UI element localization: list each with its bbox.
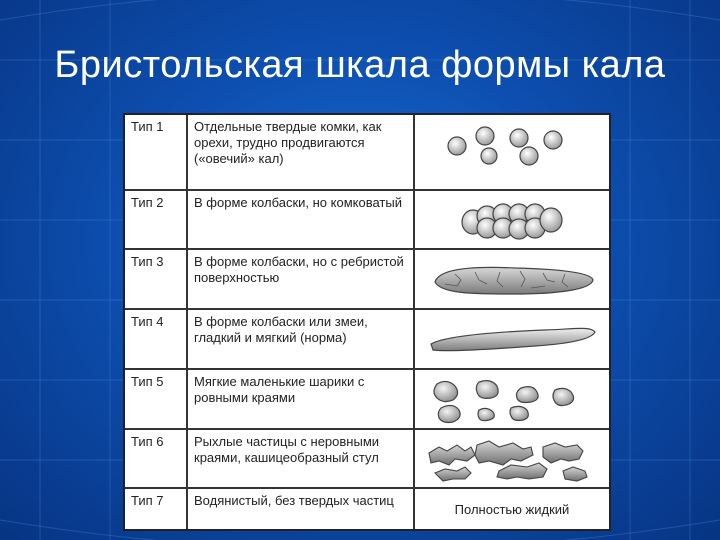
type-5-description: Мягкие маленькие шарики с ровными краями bbox=[188, 370, 415, 430]
type-4-description: В форме колбаски или змеи, гладкий и мягкий (норма) bbox=[188, 310, 415, 370]
type-7-label: Тип 7 bbox=[125, 489, 188, 529]
type-1-label: Тип 1 bbox=[125, 115, 188, 191]
type-6-label: Тип 6 bbox=[125, 430, 188, 489]
type-5-illustration bbox=[415, 370, 609, 430]
type-3-illustration bbox=[415, 250, 609, 310]
type-1-description: Отдельные твердые комки, как орехи, трудно продвигаются («овечий» кал) bbox=[188, 115, 415, 191]
slide-title: Бристольская шкала формы кала bbox=[54, 44, 666, 86]
type-1-illustration bbox=[415, 115, 609, 191]
type-3-description: В форме колбаски, но с ребристой поверхностью bbox=[188, 250, 415, 310]
type-7-description: Водянистый, без твердых частиц bbox=[188, 489, 415, 529]
type-6-illustration bbox=[415, 430, 609, 489]
type-2-label: Тип 2 bbox=[125, 191, 188, 250]
type-2-description: В форме колбаски, но комковатый bbox=[188, 191, 415, 250]
type-7-liquid-label: Полностью жидкий bbox=[454, 501, 570, 517]
type-4-illustration bbox=[415, 310, 609, 370]
bristol-scale-table bbox=[123, 113, 611, 531]
type-4-label: Тип 4 bbox=[125, 310, 188, 370]
type-6-description: Рыхлые частицы с неровными краями, кашицеобразный стул bbox=[188, 430, 415, 489]
type-7-illustration bbox=[415, 489, 609, 529]
type-2-illustration bbox=[415, 191, 609, 250]
type-3-label: Тип 3 bbox=[125, 250, 188, 310]
type-5-label: Тип 5 bbox=[125, 370, 188, 430]
